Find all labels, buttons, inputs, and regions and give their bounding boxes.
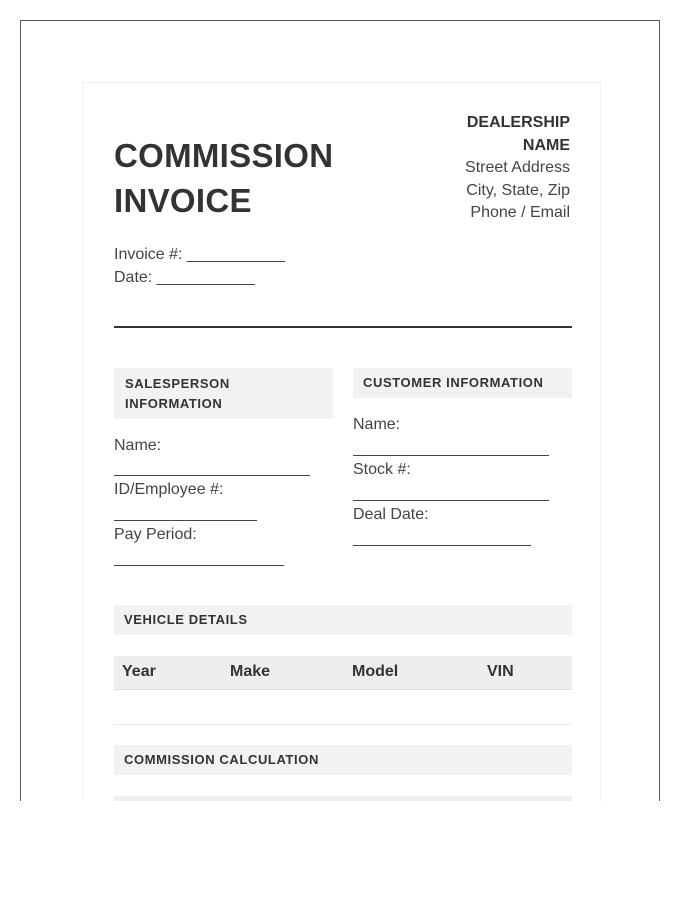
stock-number-field[interactable] xyxy=(353,500,549,501)
invoice-title-line-1: COMMISSION xyxy=(114,137,334,174)
column-header-make: Make xyxy=(230,663,271,680)
salesperson-id-label: ID/Employee #: xyxy=(114,481,224,498)
salesperson-name-label: Name: xyxy=(114,437,162,454)
salesperson-name-field[interactable] xyxy=(114,475,310,476)
vehicle-table-header xyxy=(114,656,572,690)
deal-date-field[interactable] xyxy=(353,545,531,546)
dealership-name: DEALERSHIP NAME xyxy=(466,114,570,154)
commission-table-header xyxy=(114,796,572,801)
dealership-contact: Phone / Email xyxy=(470,204,570,221)
dealership-street: Street Address xyxy=(465,159,570,176)
column-header-model: Model xyxy=(352,663,399,680)
document-frame xyxy=(20,20,660,801)
customer-section-heading: CUSTOMER INFORMATION xyxy=(353,368,572,398)
pay-period-label: Pay Period: xyxy=(114,526,197,543)
dealership-block xyxy=(440,112,570,225)
commission-section-heading: COMMISSION CALCULATION xyxy=(114,745,572,775)
invoice-sheet xyxy=(82,82,601,801)
invoice-number-field[interactable]: Invoice #: ___________ xyxy=(114,246,285,263)
salesperson-id-field[interactable] xyxy=(114,520,257,521)
header-divider xyxy=(114,326,572,328)
vehicle-section-heading: VEHICLE DETAILS xyxy=(114,605,572,635)
invoice-title xyxy=(114,133,333,223)
deal-date-label: Deal Date: xyxy=(353,506,429,523)
customer-name-label: Name: xyxy=(353,416,401,433)
invoice-title-line-2: INVOICE xyxy=(114,182,252,219)
invoice-date-field[interactable]: Date: ___________ xyxy=(114,269,255,286)
dealership-city: City, State, Zip xyxy=(466,181,570,199)
vehicle-table-row xyxy=(114,724,572,725)
column-header-year: Year xyxy=(122,663,156,680)
pay-period-field[interactable] xyxy=(114,565,284,566)
column-header-vin: VIN xyxy=(487,663,514,680)
stock-number-label: Stock #: xyxy=(353,461,411,478)
salesperson-section-heading: SALESPERSON INFORMATION xyxy=(114,368,333,419)
customer-name-field[interactable] xyxy=(353,455,549,456)
